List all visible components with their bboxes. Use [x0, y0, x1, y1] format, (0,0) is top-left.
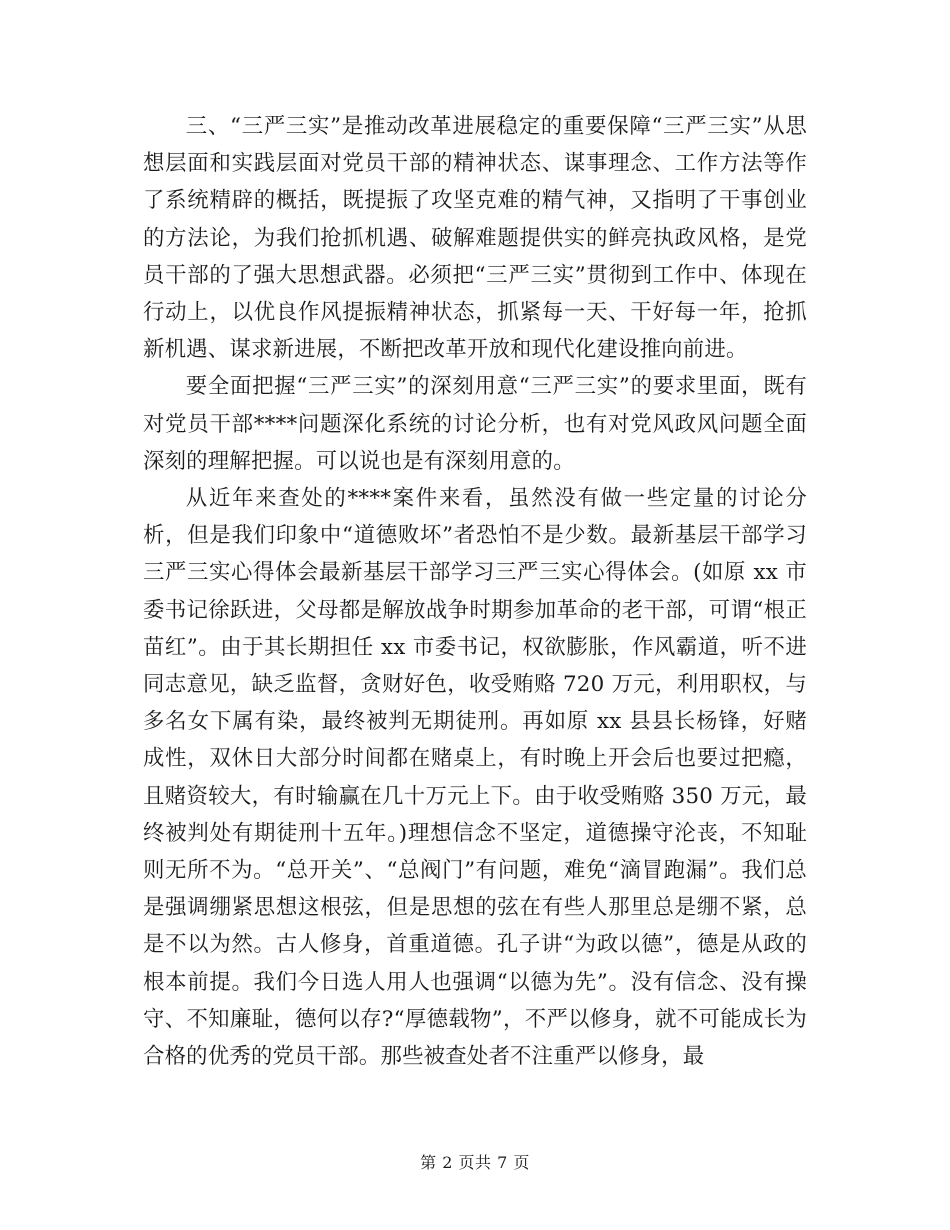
page-number-footer: 第 2 页共 7 页	[420, 1153, 530, 1172]
paragraph-case-analysis: 从近年来查处的****案件来看，虽然没有做一些定量的讨论分析，但是我们印象中“道德败坏”者恐怕不是少数。最新基层干部学习三严三实心得体会最新基层干部学习三严三实心得体会。(如原 xx 市委书记徐跃进，父母都是解放战争时期参加革命的老干部，可谓“根正苗红”。由于其长期担任 xx 市委书记，权欲膨胀，作风霸道，听不进同志意见，缺乏监督，贪财好色，收受贿赂 720 万元，利用职权，与多名女下属有染，最终被判无期徒刑。再如原 xx 县县长杨锋，好赌成性，双休日大部分时间都在赌桌上，有时晚上开会后也要过把瘾，且赌资较大，有时输赢在几十万元上下。由于收受贿赂 350 万元，最终被判处有期徒刑十五年。)理想信念不坚定，道德操守沦丧，不知耻则无所不为。“总开关”、“总阀门”有问题，难免“滴冒跑漏”。我们总是强调绷紧思想这根弦，但是思想的弦在有些人那里总是绷不紧，总是不以为然。古人修身，首重道德。孔子讲“为政以德”，德是从政的根本前提。我们今日选人用人也强调“以德为先”。没有信念、没有操守、不知廉耻，德何以存?“厚德载物”，不严以修身，就不可能成长为合格的优秀的党员干部。那些被查处者不注重严以修身，最	[143, 486, 807, 1070]
paragraph-deep-meaning: 要全面把握“三严三实”的深刻用意“三严三实”的要求里面，既有对党员干部****问题深化系统的讨论分析，也有对党风政风问题全面深刻的理解把握。可以说也是有深刻用意的。	[143, 374, 807, 474]
paragraph-three-stricts-guarantee: 三、“三严三实”是推动改革进展稳定的重要保障“三严三实”从思想层面和实践层面对党员干部的精神状态、谋事理念、工作方法等作了系统精辟的概括，既提振了攻坚克难的精气神，又指明了干事创业的方法论，为我们抢抓机遇、破解难题提供实的鲜亮执政风格，是党员干部的了强大思想武器。必须把“三严三实”贯彻到工作中、体现在行动上，以优良作风提振精神状态，抓紧每一天、干好每一年，抢抓新机遇、谋求新进展，不断把改革开放和现代化建设推向前进。	[143, 114, 807, 363]
document-body	[143, 108, 807, 1075]
